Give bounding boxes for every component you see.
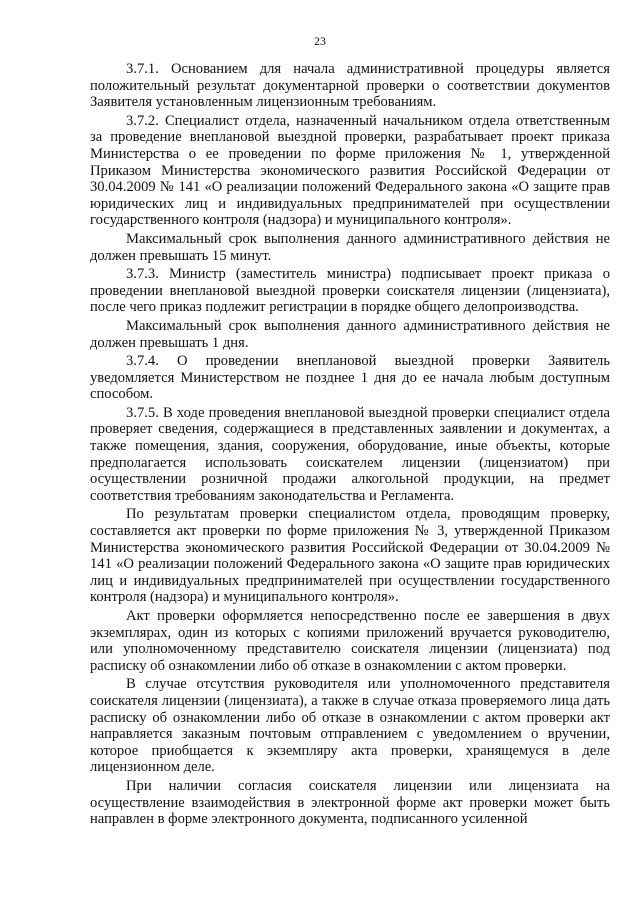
paragraph-act-execution: Акт проверки оформляется непосредственно после ее завершения в двух экземплярах, один из которых с копиями приложений вручается руководителю, или уполномоченному представителю соискателя лицензии (лицензиата) под расписку об ознакомлении либо об отказе в ознакомлении с актом проверки. xyxy=(90,608,610,674)
paragraph-3-7-4: 3.7.4. О проведении внеплановой выездной проверки Заявитель уведомляется Министерством не позднее 1 дня до ее начала любым доступным способом. xyxy=(90,353,610,403)
paragraph-deadline-15-min: Максимальный срок выполнения данного административного действия не должен превышать 15 минут. xyxy=(90,230,610,264)
document-body xyxy=(90,61,610,828)
paragraph-3-7-5: 3.7.5. В ходе проведения внеплановой выездной проверки специалист отдела проверяет сведения, содержащиеся в представленных заявлении и документах, а также помещения, здания, сооружения, оборудование, иные объекты, которые предполагается использовать соискателем лицензии (лицензиатом) при осуществлении розничной продажи алкогольной продукции, на предмет соответствия требованиям законодательства и Регламента. xyxy=(90,404,610,504)
paragraph-inspection-act: По результатам проверки специалистом отдела, проводящим проверку, составляется акт проверки по форме приложения № 3, утвержденной Приказом Министерства экономического развития Российской Федерации от 30.04.2009 № 141 «О реализации положений Федерального закона «О защите прав юридических лиц и индивидуальных предпринимателей при осуществлении государственного контроля (надзора) и муниципального контроля». xyxy=(90,506,610,606)
paragraph-3-7-3: 3.7.3. Министр (заместитель министра) подписывает проект приказа о проведении внеплановой выездной проверки соискателя лицензии (лицензиата), после чего приказ подлежит регистрации в порядке общего делопроизводства. xyxy=(90,266,610,316)
paragraph-deadline-1-day: Максимальный срок выполнения данного административного действия не должен превышать 1 дня. xyxy=(90,317,610,351)
page-number: 23 xyxy=(314,34,326,48)
paragraph-absence-case: В случае отсутствия руководителя или уполномоченного представителя соискателя лицензии (лицензиата), а также в случае отказа проверяемого лица дать расписку об ознакомлении либо об отказе в ознакомлении с актом проверки акт направляется заказным почтовым отправлением с уведомлением о вручении, которое приобщается к экземпляру акта проверки, хранящемуся в деле лицензионном деле. xyxy=(90,676,610,776)
paragraph-3-7-1: 3.7.1. Основанием для начала административной процедуры является положительный результат документарной проверки о соответствии документов Заявителя установленным лицензионным требованиям. xyxy=(90,61,610,111)
paragraph-electronic-form: При наличии согласия соискателя лицензии или лицензиата на осуществление взаимодействия в электронной форме акт проверки может быть направлен в форме электронного документа, подписанного усиленной xyxy=(90,777,610,828)
paragraph-3-7-2: 3.7.2. Специалист отдела, назначенный начальником отдела ответственным за проведение внеплановой выездной проверки, разрабатывает проект приказа Министерства о ее проведении по форме приложения № 1, утвержденной Приказом Министерства экономического развития Российской Федерации от 30.04.2009 № 141 «О реализации положений Федерального закона «О защите прав юридических лиц и индивидуальных предпринимателей при осуществлении государственного контроля (надзора) и муниципального контроля». xyxy=(90,112,610,229)
